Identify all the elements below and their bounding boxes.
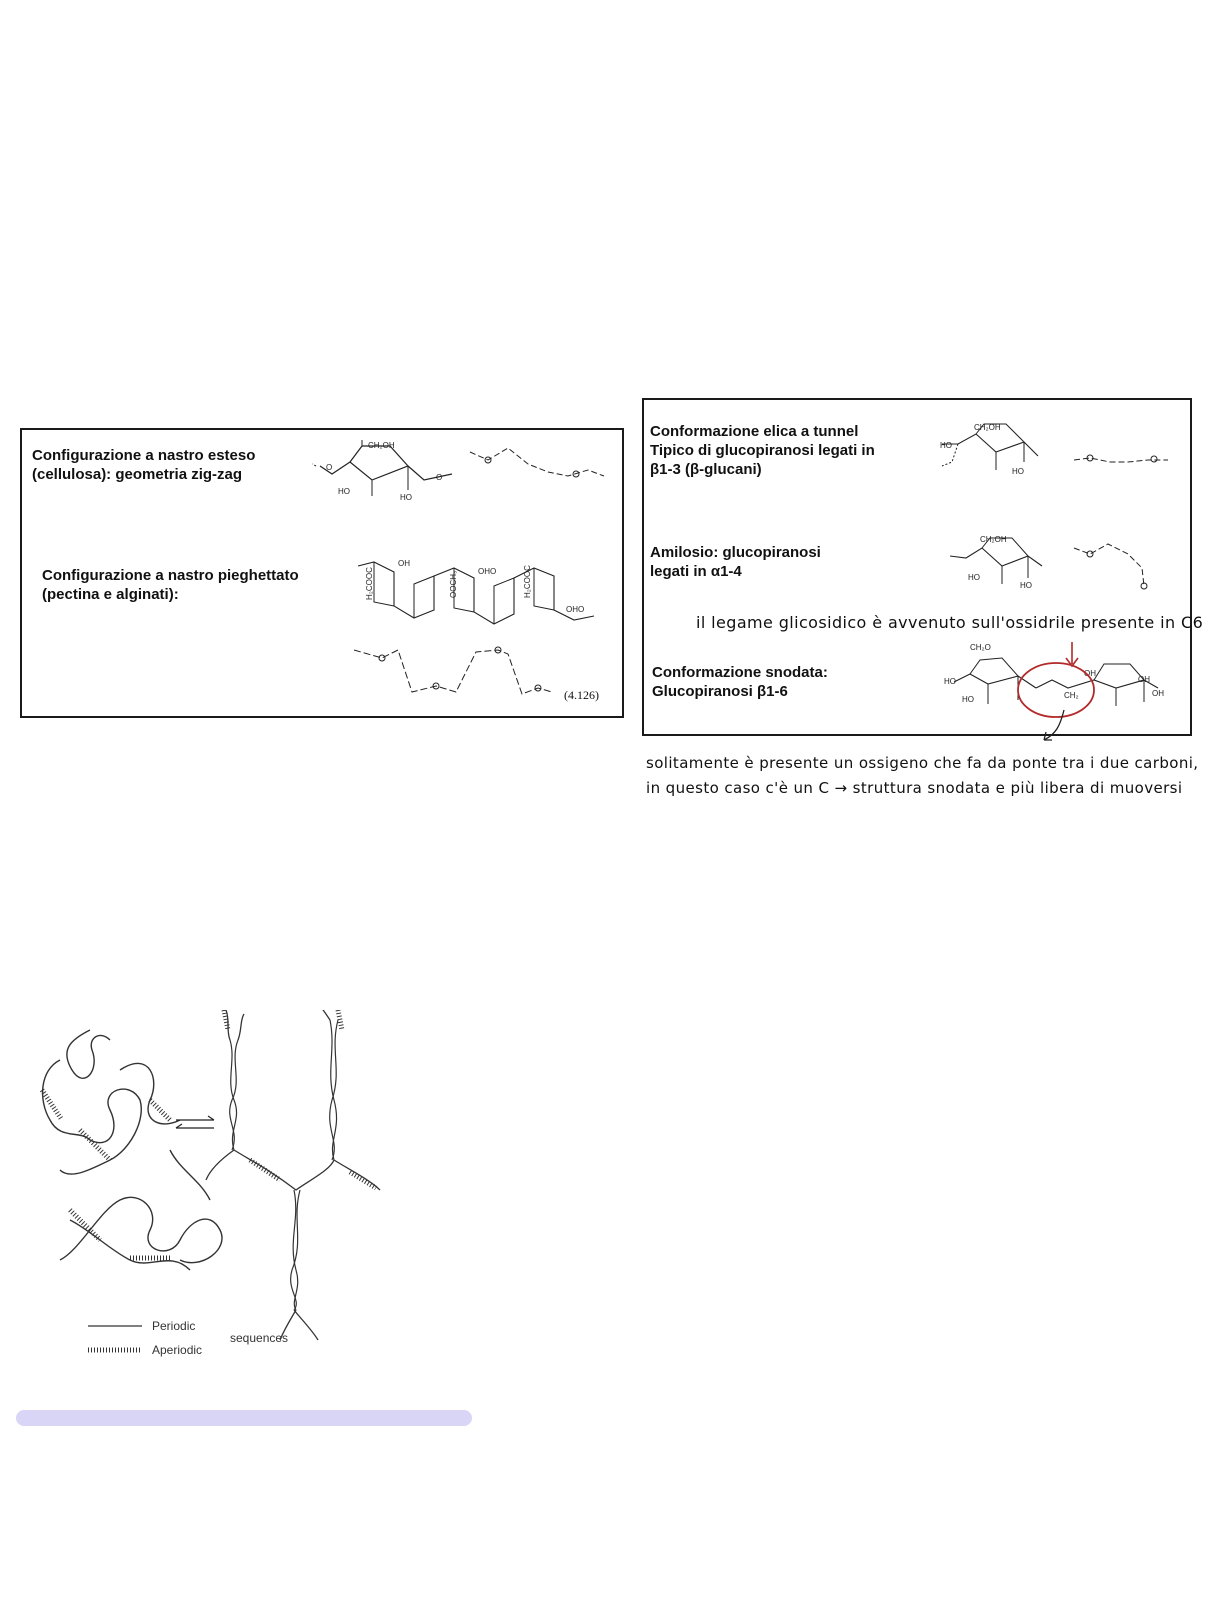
red-arrow-annotation [1062,640,1082,670]
chem-label-ho-helix-2: HO [1012,467,1024,476]
pointer-arrow-annotation [1034,708,1074,748]
legend-sequences: sequences [230,1331,289,1345]
handnote-line-1: solitamente è presente un ossigeno che fa da ponte tra i due carboni, [646,754,1199,772]
cellulose-pectin-panel [20,428,624,718]
pectin-ribbon-structure [354,554,604,634]
helix-label: Conformazione elica a tunnel Tipico di glucopiranosi legati in β1-3 (β-glucani) [650,423,875,478]
helix-ring-structure [938,422,1058,482]
amylose-ring-structure [946,534,1066,598]
chem-label-ho-helix: HO [940,441,952,450]
chem-label-oho: OHO [478,567,497,576]
chem-label-ch2oh-amylose: CH₂OH [980,535,1007,544]
chem-label-o-2: O [436,473,443,482]
chem-label-h2cooc: H₂COOC [365,567,374,600]
legend-aperiodic: Aperiodic [152,1343,203,1357]
conformation-panel [642,398,1192,736]
pectin-label: Configurazione a nastro pieghettato (pectina e alginati): [42,567,299,603]
chem-label-ch2oh: CH₂OH [368,441,395,450]
amylose-schematic [1072,538,1158,594]
handnote-line-2: in questo caso c'è un C → struttura snodata e più libera di muoversi [646,779,1183,797]
chem-label-ooch3: OOCH₃ [449,570,458,598]
chem-label-oho-2: OHO [566,605,585,614]
chem-label-ho-amylose: HO [968,573,980,582]
chem-label-ho-snodata: HO [944,677,956,686]
cellulose-zigzag-schematic [468,442,608,482]
chem-label-oh-snodata: OH [1084,669,1096,678]
handnote-bond: il legame glicosidico è avvenuto sull'ossidrile presente in C6 [696,613,1204,632]
chem-label-ch2oh-helix: CH₂OH [974,423,1001,432]
chem-label-ch2: CH₂ [1064,691,1079,700]
chem-label-ho-snodata-2: HO [962,695,974,704]
snodata-label: Conformazione snodata: Glucopiranosi β1-6 [652,664,828,700]
gel-network-figure [30,1010,410,1370]
chem-label-h2cooc-2: H₂COOC [523,565,532,598]
chem-label-ho-2: HO [400,493,412,502]
chem-label-ch2o: CH₂O [970,643,991,652]
pectin-zigzag-schematic [352,644,582,704]
cellulose-ring-structure [312,436,482,506]
chem-label-oh-snodata-3: OH [1152,689,1164,698]
chem-label-oh-snodata-2: OH [1138,675,1150,684]
chem-label-o: O [326,463,333,472]
helix-schematic [1072,446,1172,470]
cellulose-label: Configurazione a nastro esteso (cellulosa): geometria zig-zag [32,447,256,483]
legend-periodic: Periodic [152,1319,196,1333]
highlight-bar [16,1410,472,1426]
chem-label-ho: HO [338,487,350,496]
equation-reference: (4.126) [564,688,599,702]
chem-label-oh: OH [398,559,410,568]
amylose-label: Amilosio: glucopiranosi legati in α1-4 [650,544,821,580]
chem-label-ho-amylose-2: HO [1020,581,1032,590]
